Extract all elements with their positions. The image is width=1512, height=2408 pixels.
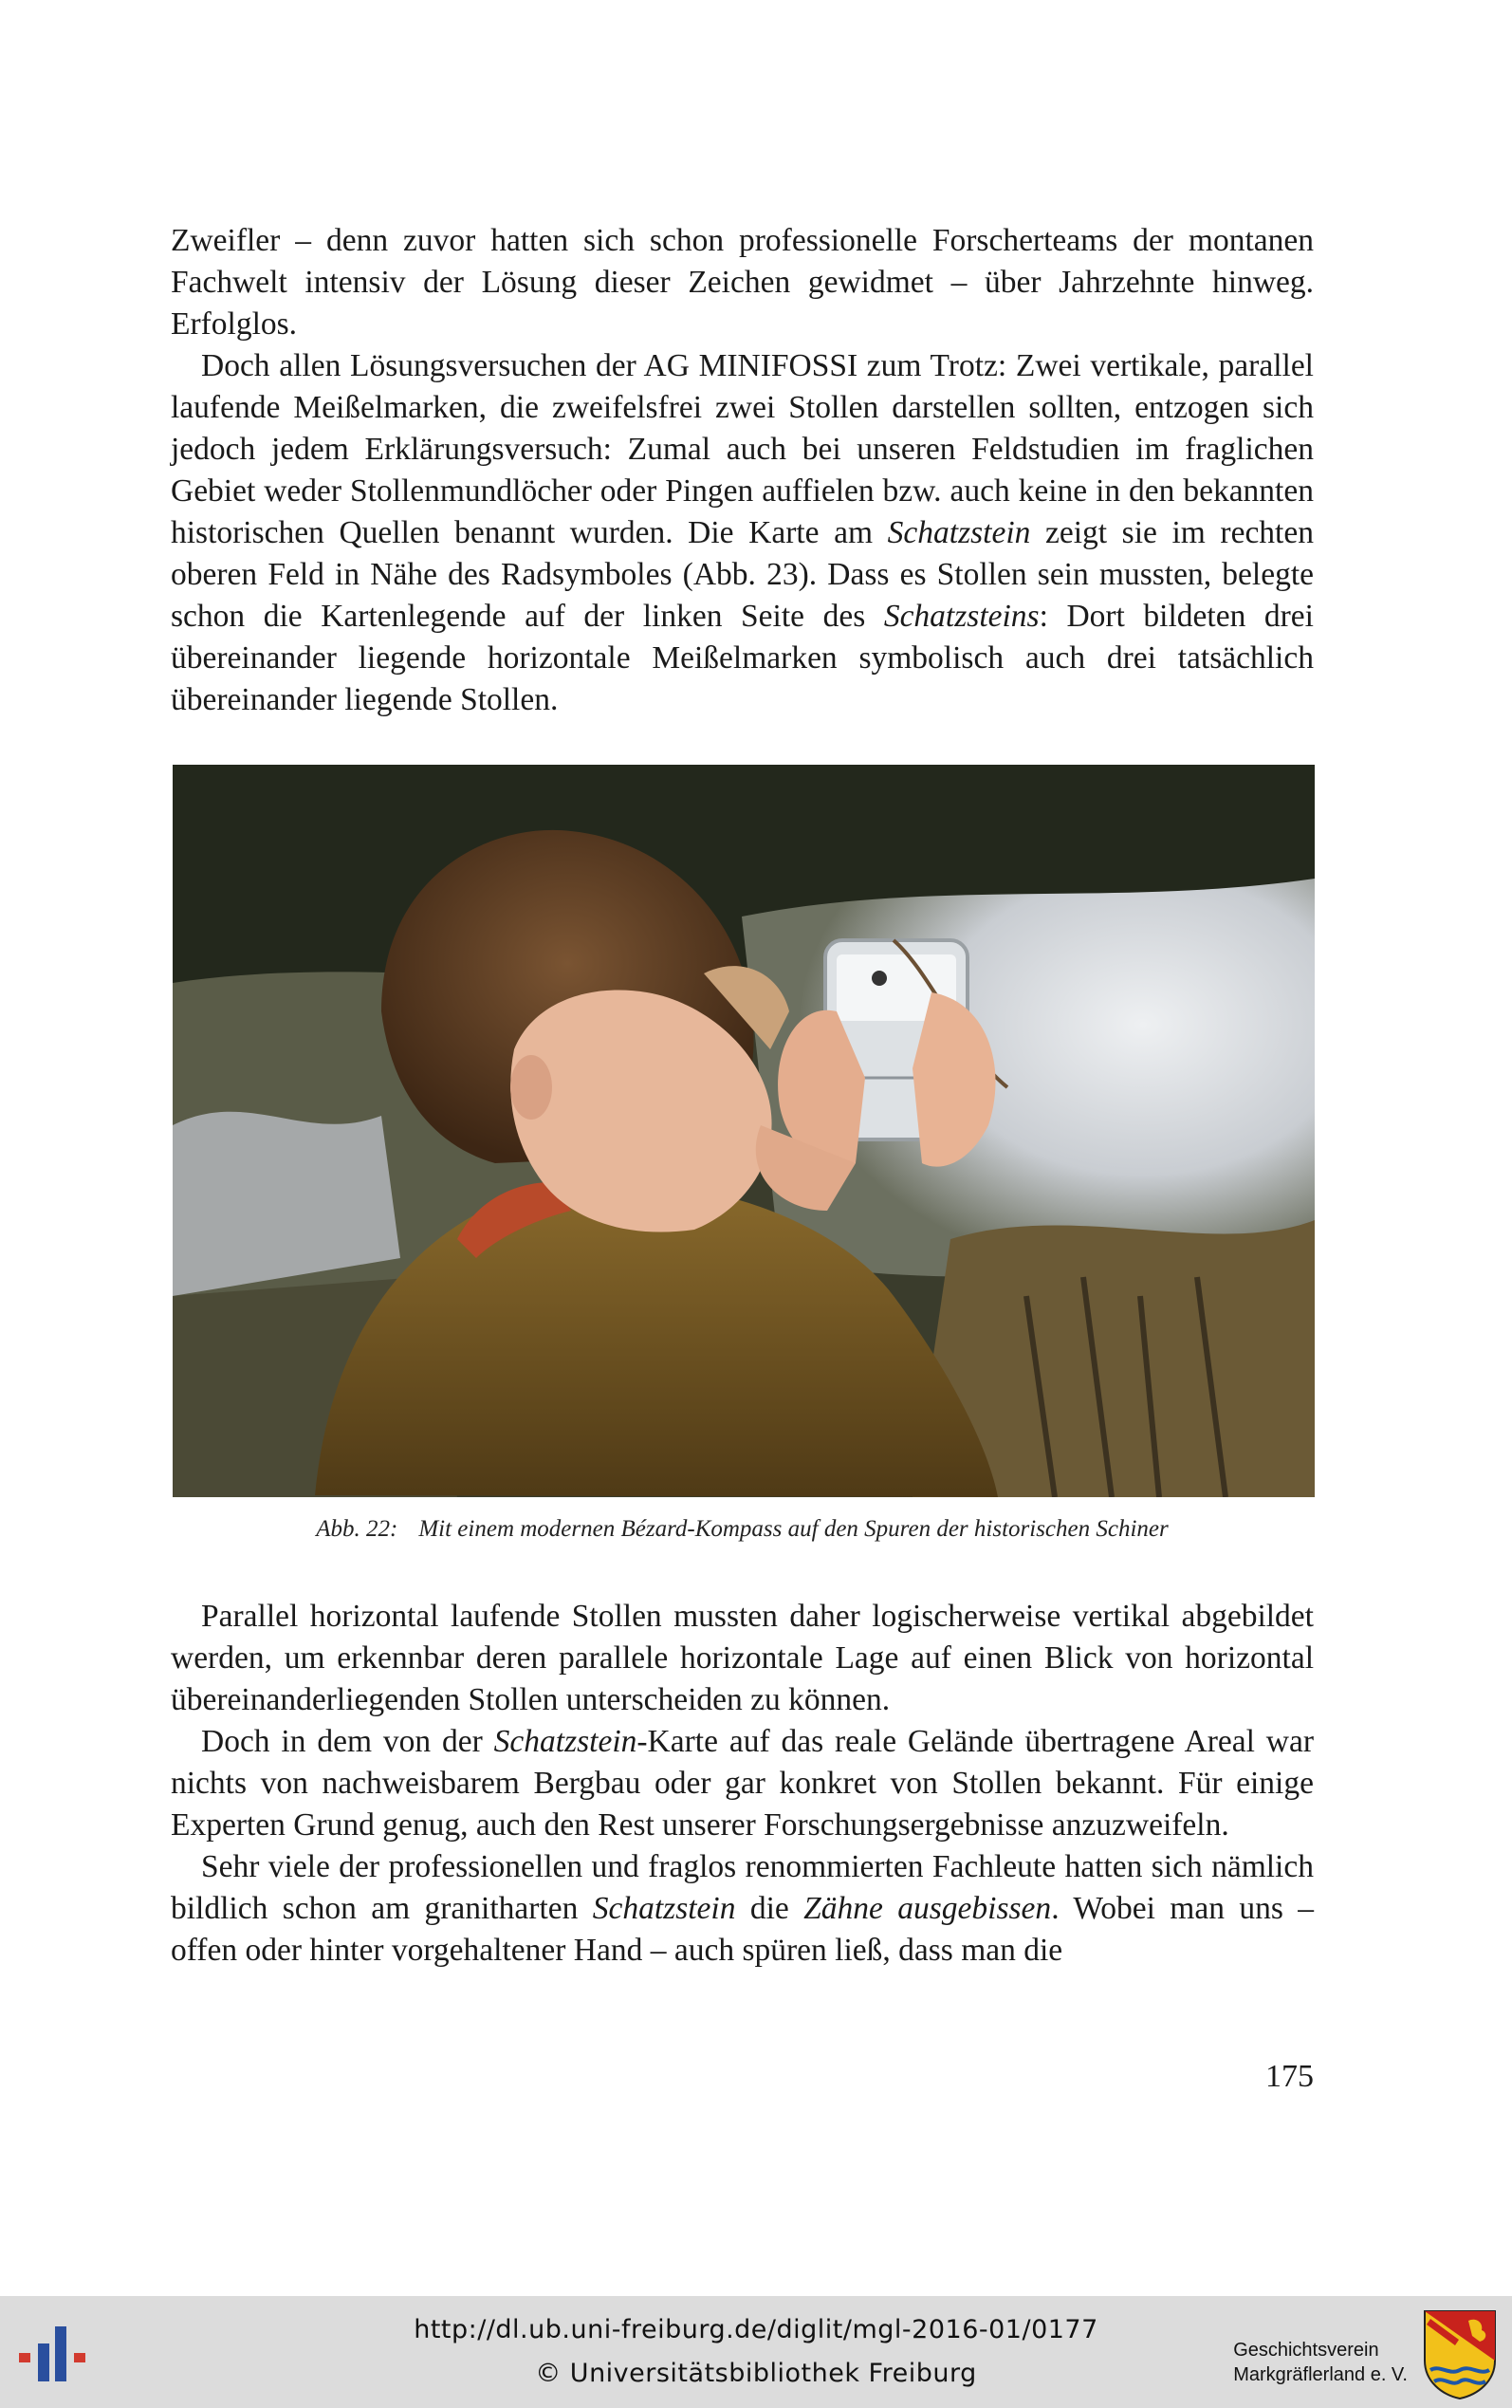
- library-footer: [0, 2296, 1512, 2408]
- society-name: [1233, 2338, 1408, 2387]
- society-line-1: Geschichtsverein: [1233, 2340, 1379, 2361]
- paragraph-text: -Karte auf das reale Gelände übertragene Areal war nichts von nachweisbarem Bergbau oder gar konkret von Stollen bekannt. Für einige Experten Grund genug, auch den Rest unserer Forschungsergebnisse anzuzweifeln.: [171, 1724, 1314, 1843]
- footer-url[interactable]: http://dl.ub.uni-freiburg.de/diglit/mgl-2016-01/0177: [414, 2315, 1098, 2344]
- paragraph-text: Sehr viele der professionellen und fraglos renommierten Fachleute hatten sich nämlich bildlich schon am granitharten: [171, 1849, 1314, 1926]
- coat-of-arms-icon: [1421, 2307, 1499, 2400]
- society-line-2: Markgräflerland e. V.: [1233, 2364, 1408, 2385]
- emphasis-text: Schatzstein: [887, 515, 1031, 550]
- paragraph-text: : Dort bildeten drei übereinander liegende horizontale Meißelmarken symbolisch auch drei tatsächlich übereinander liegende Stollen.: [171, 599, 1314, 717]
- paragraph-text: Doch in dem von der: [201, 1724, 494, 1759]
- emphasis-text: Schatzstein: [592, 1891, 736, 1926]
- emphasis-text: Schatzstein: [493, 1724, 637, 1759]
- body-paragraph: [171, 1846, 1314, 1972]
- text-block-bottom: [171, 1596, 1314, 1972]
- paragraph-text: . Wobei man uns – offen oder hinter vorgehaltener Hand – auch spüren ließ, dass man die: [171, 1891, 1314, 1968]
- emphasis-text: Zähne ausgebissen: [803, 1891, 1052, 1926]
- text-block-top: [171, 220, 1314, 721]
- body-paragraph: [171, 1596, 1314, 1721]
- emphasis-text: Schatzsteins: [883, 599, 1040, 634]
- figure-photo: [173, 765, 1315, 1497]
- body-paragraph: [171, 220, 1314, 345]
- caption-label: Abb. 22:: [316, 1516, 398, 1542]
- paragraph-text: die: [735, 1891, 804, 1926]
- photo-boy-with-compass: [173, 765, 1315, 1497]
- footer-copyright: © Universitätsbibliothek Freiburg: [535, 2359, 977, 2388]
- paragraph-text: zeigt sie im rechten oberen Feld in Nähe des Radsymboles (Abb. 23). Dass es Stollen sein mussten, belegte schon die Kartenlegende auf der linken Seite des: [171, 515, 1314, 634]
- body-paragraph: [171, 345, 1314, 721]
- paragraph-text: Zweifler – denn zuvor hatten sich schon professionelle Forscherteams der montanen Fachwelt intensiv der Lösung dieser Zeichen gewidmet – über Jahrzehnte hinweg. Erfolglos.: [171, 223, 1314, 342]
- paragraph-text: Parallel horizontal laufende Stollen mussten daher logischerweise vertikal abgebildet werden, um erkennbar deren parallele horizontale Lage auf einen Blick von horizontal übereinanderliegenden Stollen unterscheiden zu können.: [171, 1599, 1314, 1717]
- caption-text: Mit einem modernen Bézard-Kompass auf den Spuren der historischen Schiner: [418, 1516, 1169, 1542]
- body-paragraph: [171, 1721, 1314, 1846]
- page-number: 175: [1265, 2059, 1314, 2094]
- figure-caption: [171, 1516, 1314, 1543]
- paragraph-text: Doch allen Lösungsversuchen der AG MINIFOSSI zum Trotz: Zwei vertikale, parallel laufende Meißelmarken, die zweifelsfrei zwei Stollen darstellen sollten, entzogen sich jedoch jedem Erklärungsversuch: Zumal auch bei unseren Feldstudien im fraglichen Gebiet weder Stollenmundlöcher oder Pingen auffielen bzw. auch keine in den bekannten historischen Quellen benannt wurden. Die Karte am: [171, 348, 1314, 550]
